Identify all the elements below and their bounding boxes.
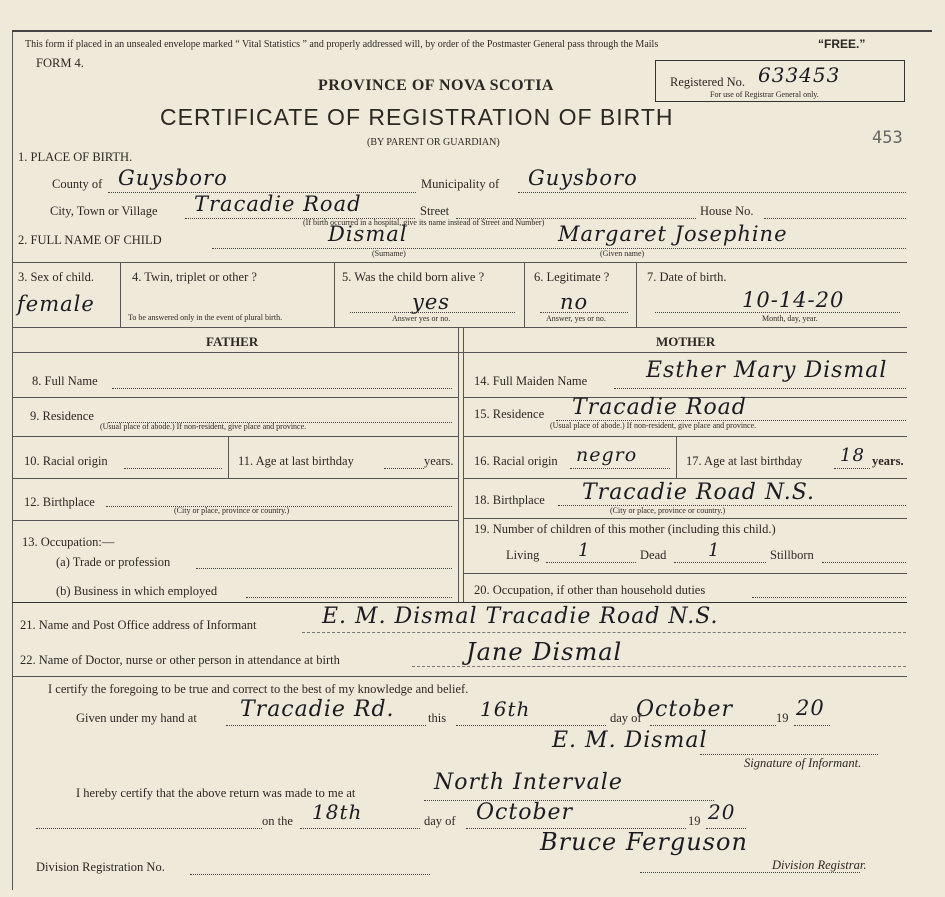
date-of-birth-label: 7. Date of birth. bbox=[647, 270, 727, 284]
given-year-prefix: 19 bbox=[776, 711, 789, 725]
father-residence-label: 9. Residence bbox=[30, 409, 94, 423]
informant-signature: E. M. Dismal bbox=[552, 728, 708, 753]
child-surname: Dismal bbox=[328, 222, 408, 246]
mother-racial-value: negro bbox=[576, 444, 638, 466]
mother-birthplace-label: 18. Birthplace bbox=[474, 493, 545, 507]
given-place-value: Tracadie Rd. bbox=[240, 697, 395, 722]
legitimate-value: no bbox=[560, 290, 589, 314]
county-label: County of bbox=[52, 177, 103, 191]
registered-number: 633453 bbox=[758, 63, 841, 87]
legitimate-note: Answer, yes or no. bbox=[546, 314, 606, 323]
registrar-day-value: 18th bbox=[312, 800, 363, 824]
informant-value: E. M. Dismal Tracadie Road N.S. bbox=[322, 604, 719, 629]
mother-residence-label: 15. Residence bbox=[474, 407, 545, 421]
living-value: 1 bbox=[578, 540, 591, 561]
province-heading: PROVINCE OF NOVA SCOTIA bbox=[318, 77, 554, 94]
mother-birthplace-value: Tracadie Road N.S. bbox=[582, 480, 815, 505]
registrar-year-prefix: 19 bbox=[688, 814, 701, 828]
informant-signature-label: Signature of Informant. bbox=[744, 756, 862, 770]
given-month-value: October bbox=[636, 697, 734, 722]
father-birthplace-label: 12. Birthplace bbox=[24, 495, 95, 509]
child-given-name: Margaret Josephine bbox=[558, 222, 788, 246]
postal-notice: This form if placed in an unsealed envelope marked “ Vital Statistics ” and properly addressed will, by order of the Postmaster General pass through the Mails bbox=[25, 39, 659, 50]
city-value: Tracadie Road bbox=[194, 192, 362, 216]
certificate-title: CERTIFICATE OF REGISTRATION OF BIRTH bbox=[160, 104, 674, 130]
on-the-label: on the bbox=[262, 814, 293, 828]
city-label: City, Town or Village bbox=[50, 204, 158, 218]
dead-value: 1 bbox=[708, 540, 721, 561]
given-name-note: (Given name) bbox=[600, 249, 645, 258]
certificate-subtitle: (BY PARENT OR GUARDIAN) bbox=[367, 137, 500, 148]
this-label: this bbox=[428, 711, 447, 725]
hospital-note: (If birth occurred in a hospital, give its name instead of Street and Number) bbox=[303, 218, 545, 227]
doctor-value: Jane Dismal bbox=[466, 638, 623, 666]
house-number-label: House No. bbox=[700, 204, 754, 218]
twin-note: To be answered only in the event of plural birth. bbox=[128, 313, 283, 322]
registrar-signature: Bruce Ferguson bbox=[540, 828, 748, 856]
child-name-label: 2. FULL NAME OF CHILD bbox=[18, 233, 162, 247]
mother-racial-label: 16. Racial origin bbox=[474, 454, 558, 468]
father-name-label: 8. Full Name bbox=[32, 374, 98, 388]
registrar-day-of-label: day of bbox=[424, 814, 456, 828]
date-of-birth-value: 10-14-20 bbox=[742, 288, 845, 312]
living-label: Living bbox=[506, 548, 540, 562]
legitimate-label: 6. Legitimate ? bbox=[534, 270, 610, 284]
mother-age-value: 18 bbox=[840, 445, 865, 466]
alive-label: 5. Was the child born alive ? bbox=[342, 270, 485, 284]
street-label: Street bbox=[420, 204, 450, 218]
registration-box bbox=[655, 60, 905, 102]
certify-statement: I certify the foregoing to be true and correct to the best of my knowledge and belief. bbox=[48, 682, 469, 696]
mother-children-label: 19. Number of children of this mother (including this child.) bbox=[474, 522, 776, 536]
given-year-value: 20 bbox=[796, 696, 825, 720]
mother-name-label: 14. Full Maiden Name bbox=[474, 374, 588, 388]
father-residence-note: (Usual place of abode.) If non-resident, give place and province. bbox=[100, 422, 307, 431]
alive-note: Answer yes or no. bbox=[392, 314, 451, 323]
registrar-place-value: North Intervale bbox=[434, 770, 623, 795]
mother-occupation-label: 20. Occupation, if other than household duties bbox=[474, 583, 706, 597]
sex-value: female bbox=[17, 292, 95, 316]
division-registration-label: Division Registration No. bbox=[36, 860, 165, 874]
mother-heading: MOTHER bbox=[656, 334, 716, 349]
stillborn-label: Stillborn bbox=[770, 548, 814, 562]
sex-label: 3. Sex of child. bbox=[18, 270, 95, 284]
registrar-note: For use of Registrar General only. bbox=[710, 90, 819, 99]
mother-birthplace-note: (City or place, province or country.) bbox=[610, 506, 726, 515]
form-number: FORM 4. bbox=[36, 56, 84, 70]
given-day-value: 16th bbox=[480, 697, 531, 721]
alive-value: yes bbox=[412, 290, 451, 314]
date-of-birth-note: Month, day, year. bbox=[762, 314, 818, 323]
dead-label: Dead bbox=[640, 548, 667, 562]
municipality-label: Municipality of bbox=[421, 177, 500, 191]
county-value: Guysboro bbox=[118, 166, 228, 190]
father-heading: FATHER bbox=[206, 334, 259, 349]
father-occupation-label: 13. Occupation:— bbox=[22, 535, 115, 549]
surname-note: (Surname) bbox=[372, 249, 406, 258]
mother-residence-value: Tracadie Road bbox=[572, 395, 747, 420]
father-age-unit: years. bbox=[424, 454, 454, 468]
left-border bbox=[12, 30, 13, 890]
father-trade-label: (a) Trade or profession bbox=[56, 555, 171, 569]
mother-age-unit: years. bbox=[872, 454, 904, 468]
free-postage-mark: “FREE.” bbox=[818, 37, 866, 51]
given-under-hand-label: Given under my hand at bbox=[76, 711, 197, 725]
father-business-label: (b) Business in which employed bbox=[56, 584, 218, 598]
stamp-number: 453 bbox=[872, 128, 903, 148]
registrar-year-value: 20 bbox=[708, 800, 736, 824]
father-birthplace-note: (City or place, province or country.) bbox=[174, 506, 290, 515]
mother-name-value: Esther Mary Dismal bbox=[646, 358, 888, 383]
twin-label: 4. Twin, triplet or other ? bbox=[132, 270, 257, 284]
mother-age-label: 17. Age at last birthday bbox=[686, 454, 803, 468]
father-racial-label: 10. Racial origin bbox=[24, 454, 108, 468]
given-day-of-label: day of bbox=[610, 711, 642, 725]
municipality-value: Guysboro bbox=[528, 166, 638, 190]
place-of-birth-heading: 1. PLACE OF BIRTH. bbox=[18, 150, 133, 164]
informant-label: 21. Name and Post Office address of Informant bbox=[20, 618, 257, 632]
registered-label: Registered No. bbox=[670, 75, 745, 89]
father-age-label: 11. Age at last birthday bbox=[238, 454, 354, 468]
doctor-label: 22. Name of Doctor, nurse or other person in attendance at birth bbox=[20, 653, 340, 667]
top-border bbox=[12, 30, 932, 32]
registrar-month-value: October bbox=[476, 800, 574, 825]
registrar-statement: I hereby certify that the above return was made to me at bbox=[76, 786, 356, 800]
division-registrar-label: Division Registrar. bbox=[772, 858, 867, 872]
mother-residence-note: (Usual place of abode.) If non-resident, give place and province. bbox=[550, 421, 757, 430]
